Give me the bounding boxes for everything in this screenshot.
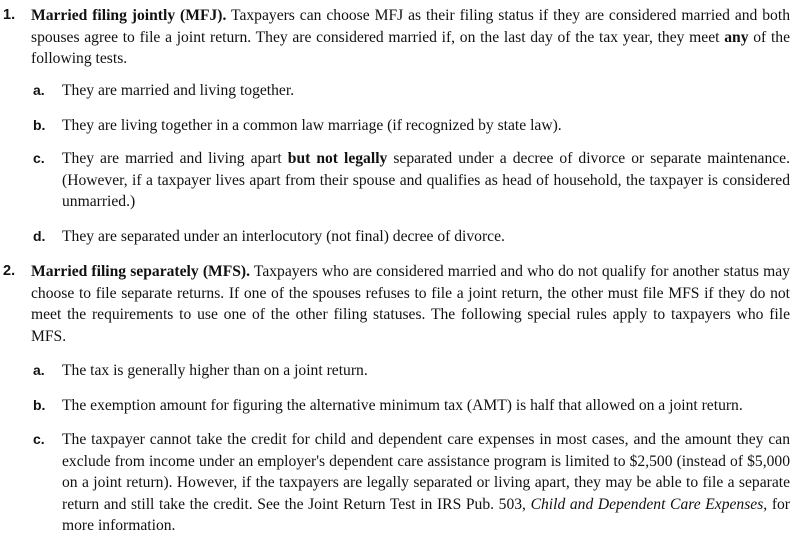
sub-text: The exemption amount for figuring the alternative minimum tax (AMT) is half that allowed on a joint return. (62, 397, 743, 414)
list-number: 2. (3, 263, 16, 279)
sub-text: They are living together in a common law marriage (if recognized by state law). (62, 117, 562, 134)
sub-text: They are married and living together. (62, 82, 295, 99)
sub-item-1a (0, 80, 790, 102)
sub-item-1b (0, 115, 790, 137)
sub-1c-text-after: separated under a decree of divorce or separate maintenance. (However, if a taxpayer lives apart from their spouse and qualifies as head of household, the taxpayer is considered unmarried.) (62, 150, 790, 210)
sub-item-2c (0, 429, 790, 537)
sub-letter: a. (33, 82, 45, 98)
sub-letter: c. (33, 431, 45, 447)
sub-letter: b. (33, 397, 46, 413)
list-item-mfs (0, 261, 790, 347)
sub-item-2a (0, 360, 790, 382)
mfj-text-before: Taxpayers can choose MFJ as their filing status if they are considered married and both spouses agree to file a joint return. They are considered married if, on the last day of the tax year, they meet (31, 7, 790, 46)
paragraph-mfs (31, 261, 790, 347)
sub-2c-text-after: , for more information. (62, 495, 791, 534)
sub-item-1c (0, 148, 790, 213)
sub-item-1d (0, 226, 790, 248)
paragraph-mfj (31, 5, 790, 70)
sub-1c-emphasis: but not legally (287, 150, 388, 167)
sub-1c-text-before: They are married and living apart (62, 150, 288, 167)
heading-mfj: Married filing jointly (MFJ). (31, 7, 227, 24)
heading-mfs: Married filing separately (MFS). (31, 263, 251, 280)
list-number: 1. (3, 7, 16, 23)
mfj-emphasis: any (724, 28, 749, 46)
sub-letter: a. (33, 362, 45, 378)
sub-text (62, 148, 790, 213)
sub-letter: d. (33, 228, 46, 244)
mfs-text: Taxpayers who are considered married and who do not qualify for another status may choose to file separate returns. If one of the spouses refuses to file a joint return, the other must file MFS if they do not meet the requirements to use one of the other filing statuses. The following special rules apply to taxpayers who file MFS. (31, 263, 790, 345)
sub-item-2b (0, 395, 790, 417)
sub-text (62, 429, 790, 537)
sub-text: They are separated under an interlocutory (not final) decree of divorce. (62, 228, 505, 245)
sub-2c-text-before: The taxpayer cannot take the credit for child and dependent care expenses in most cases, and the amount they can exclude from income under an employer's dependent care assistance program is limited to $2,500 (instead of $5,000 on a joint return). However, if the taxpayers are legally separated or living apart, they may be able to file a separate return and still take the credit. See the Joint Return Test in IRS Pub. 503, (62, 431, 790, 513)
mfj-text-after: of the following tests. (31, 28, 790, 67)
sub-letter: c. (33, 150, 45, 166)
sub-text: The tax is generally higher than on a joint return. (62, 362, 368, 379)
pub-title: Child and Dependent Care Expenses (530, 495, 764, 513)
sub-letter: b. (33, 117, 46, 133)
list-item-mfj (0, 5, 790, 70)
